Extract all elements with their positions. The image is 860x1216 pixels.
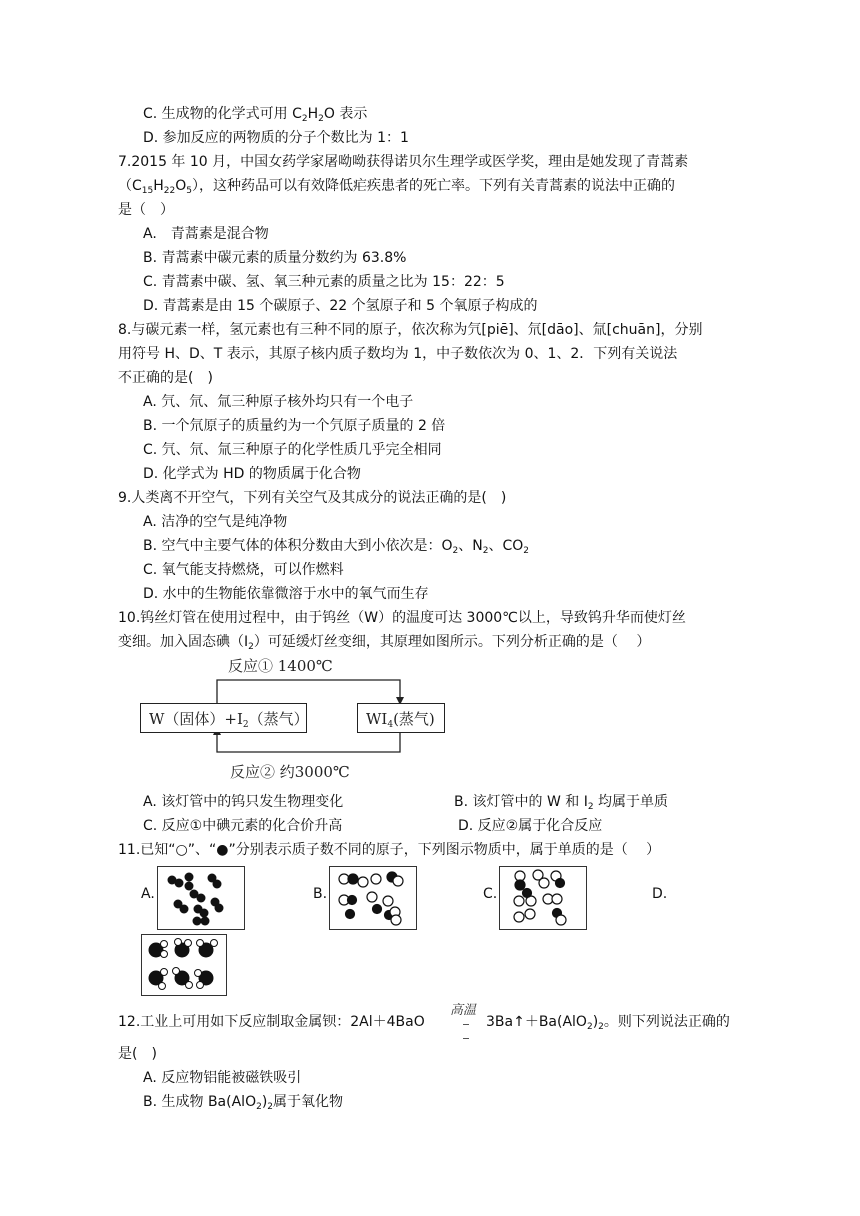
q7-stem-line1: 7.2015 年 10 月，中国女药学家屠呦呦获得诺贝尔生理学或医学奖，理由是她发现了青蒿素	[118, 154, 689, 170]
q8-option-d: D. 化学式为 HD 的物质属于化合物	[143, 466, 361, 482]
left-reactant-text: W（固体）$+I_2$（蒸气）	[149, 710, 309, 730]
q12-condition: 高温	[450, 1003, 477, 1018]
q10-stem-line1: 10.钨丝灯管在使用过程中，由于钨丝（W）的温度可达 3000℃以上，导致钨升华而使灯丝	[118, 610, 686, 626]
q12-stem-products: $3Ba↑+Ba(AlO_2)_2$。则下列说法正确的	[486, 1014, 730, 1032]
q11-option-a-image	[157, 866, 245, 930]
left-reactant-box	[140, 703, 307, 733]
q10-option-a: A. 该灯管中的钨只发生物理变化	[143, 794, 344, 810]
q7-option-c: C. 青蒿素中碳、氢、氧三种元素的质量之比为 15：22：5	[143, 274, 505, 290]
q12-option-a: A. 反应物铝能被磁铁吸引	[143, 1070, 302, 1086]
q9-stem: 9.人类离不开空气，下列有关空气及其成分的说法正确的是( )	[118, 490, 507, 506]
q8-option-c: C. 氕、氘、氚三种原子的化学性质几乎完全相同	[143, 442, 442, 458]
q12-arrow-line1	[463, 1024, 469, 1025]
q8-stem-line2: 用符号 H、D、T 表示，其原子核内质子数均为 1，中子数依次为 0、1、2．下列有关说法	[118, 346, 678, 362]
q9-option-b: B. 空气中主要气体的体积分数由大到小依次是：$O_2$、$N_2$、$CO_2$	[143, 538, 530, 556]
q8-option-a: A. 氕、氘、氚三种原子核外均只有一个电子	[143, 394, 414, 410]
reaction-diagram	[140, 655, 460, 785]
q11-option-b-image	[329, 866, 417, 930]
q7-stem-line2: $(C_{15}H_{22}O_5)$，这种药品可以有效降低疟疾患者的死亡率。下列有关青蒿素的说法中正确的	[118, 178, 675, 196]
q12-option-b: B. 生成物 $Ba(AlO_2)_2$属于氧化物	[143, 1094, 344, 1112]
q8-option-b: B. 一个氘原子的质量约为一个氕原子质量的 2 倍	[143, 418, 446, 434]
q12-arrow-line2	[463, 1038, 469, 1039]
q12-stem-line1: 12.工业上可用如下反应制取金属钡：2Al＋4BaO	[118, 1014, 425, 1030]
q7-option-b: B. 青蒿素中碳元素的质量分数约为 63.8%	[143, 250, 407, 266]
right-product-text: $WI_4$(蒸气)	[366, 710, 435, 730]
right-product-box	[357, 703, 445, 733]
q11-option-c-image	[499, 866, 587, 930]
q10-option-c: C. 反应①中碘元素的化合价升高	[143, 818, 343, 834]
q10-option-b: B. 该灯管中的 W 和 $I_2$ 均属于单质	[454, 794, 669, 812]
q11-option-a-label: A.	[141, 886, 155, 902]
reaction-2-label: 反应② 约3000℃	[230, 763, 350, 781]
q7-stem-line3: 是（ ）	[118, 202, 174, 218]
q6-option-c: C. 生成物的化学式可用 $C_2H_2O$ 表示	[143, 106, 368, 124]
q9-option-d: D. 水中的生物能依靠微溶于水中的氧气而生存	[143, 586, 429, 602]
q10-stem-line2: 变细。加入固态碘$(I_2)$可延缓灯丝变细，其原理如图所示。下列分析正确的是（ ）	[118, 634, 651, 652]
q11-option-d-label: D.	[652, 886, 668, 902]
q10-option-d: D. 反应②属于化合反应	[458, 818, 603, 834]
q11-stem: 11.已知“○”、“●”分别表示质子数不同的原子，下列图示物质中，属于单质的是（ ）	[118, 842, 661, 858]
q11-option-d-image	[141, 934, 227, 996]
q8-stem-line3: 不正确的是( )	[118, 370, 213, 386]
q6-option-d: D. 参加反应的两物质的分子个数比为 1：1	[143, 130, 409, 146]
q9-option-a: A. 洁净的空气是纯净物	[143, 514, 288, 530]
q9-option-c: C. 氧气能支持燃烧，可以作燃料	[143, 562, 344, 578]
q11-option-b-label: B.	[313, 886, 328, 902]
q7-option-d: D. 青蒿素是由 15 个碳原子、22 个氢原子和 5 个氧原子构成的	[143, 298, 538, 314]
q8-stem-line1: 8.与碳元素一样，氢元素也有三种不同的原子，依次称为氕[piē]、氘[dāo]、氚[chuān]，分别	[118, 322, 703, 338]
q7-option-a: A. 青蒿素是混合物	[143, 226, 269, 242]
reaction-1-label: 反应① 1400℃	[228, 657, 333, 675]
q12-stem-line2: 是( )	[118, 1046, 157, 1062]
q11-option-c-label: C.	[483, 886, 498, 902]
